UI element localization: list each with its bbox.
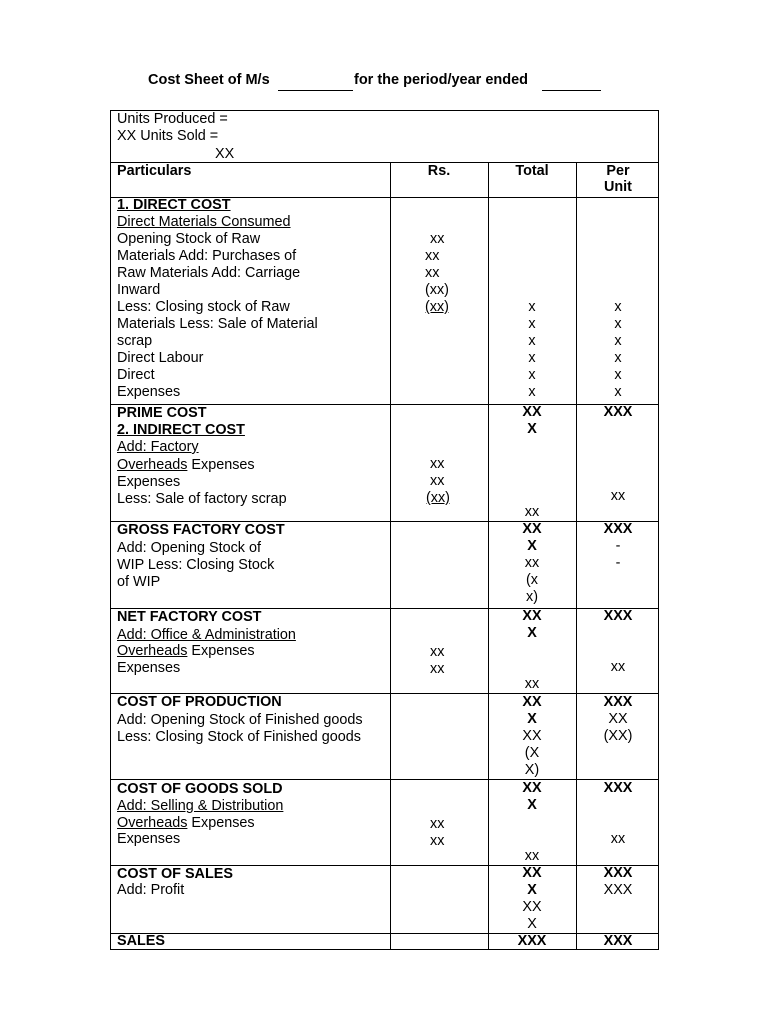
sales-per-unit: XXX bbox=[603, 933, 633, 949]
overheads-rest: Expenses bbox=[187, 457, 255, 473]
total-value: x bbox=[528, 316, 536, 332]
rs-value: xx bbox=[430, 816, 445, 832]
cogs-rs bbox=[430, 816, 444, 850]
factory-scrap-line: Less: Sale of factory scrap bbox=[117, 491, 287, 507]
nfc-total-bottom: xx bbox=[524, 676, 540, 692]
cost-of-production-lines bbox=[117, 712, 363, 746]
direct-cost-line: Opening Stock of Raw bbox=[117, 231, 261, 247]
cogs-per-unit: XXX bbox=[603, 780, 633, 796]
per-unit-value: XXX bbox=[603, 694, 633, 710]
rs-value: xx bbox=[430, 473, 445, 489]
direct-cost-line: Less: Closing stock of Raw bbox=[117, 299, 290, 315]
total-value: X bbox=[527, 882, 537, 898]
cost-of-production-heading: COST OF PRODUCTION bbox=[117, 694, 282, 710]
cost-of-goods-sold-heading: COST OF GOODS SOLD bbox=[117, 781, 283, 797]
office-admin-add-label: Add: Office & Administration bbox=[117, 627, 296, 643]
direct-cost-line: scrap bbox=[117, 333, 153, 349]
direct-cost-line: Direct Labour bbox=[117, 350, 204, 366]
rs-value: xx bbox=[430, 644, 445, 660]
units-produced: Units Produced = bbox=[117, 111, 228, 127]
total-value: X) bbox=[524, 762, 540, 778]
column-per-unit-2: Unit bbox=[604, 179, 632, 195]
total-value: XX bbox=[522, 865, 542, 881]
rs-value: (xx) bbox=[425, 282, 449, 298]
column-rs: Rs. bbox=[427, 163, 451, 179]
per-unit-value: XX bbox=[608, 711, 628, 727]
prime-cost-total-a: XX bbox=[522, 404, 542, 420]
column-per-unit-1: Per bbox=[606, 163, 630, 179]
per-unit-value: x bbox=[614, 299, 622, 315]
per-unit-value: x bbox=[614, 384, 622, 400]
nfc-total-b: X bbox=[527, 625, 537, 641]
total-value: xx bbox=[524, 555, 540, 571]
selling-expenses-line: Expenses bbox=[117, 831, 181, 847]
direct-cost-line: Inward bbox=[117, 282, 161, 298]
prime-cost-heading: PRIME COST bbox=[117, 405, 207, 421]
per-unit-value: (XX) bbox=[603, 728, 633, 744]
cost-sheet-table bbox=[110, 110, 659, 950]
total-value: (x bbox=[526, 572, 538, 588]
prime-cost-total-b: X bbox=[527, 421, 537, 437]
factory-add-label: Add: Factory bbox=[117, 439, 199, 455]
profit-add-label: Add: Profit bbox=[117, 882, 185, 898]
per-unit-value: - bbox=[615, 555, 621, 571]
units-sold-value: XX bbox=[215, 146, 235, 162]
indirect-cost-heading: 2. INDIRECT COST bbox=[117, 422, 245, 438]
cogs-total-b: X bbox=[527, 797, 537, 813]
cop-line: Less: Closing Stock of Finished goods bbox=[117, 729, 361, 745]
rs-value: xx bbox=[425, 248, 440, 264]
cost-of-sales-total bbox=[488, 865, 576, 933]
per-unit-value: x bbox=[614, 367, 622, 383]
total-value: X bbox=[527, 538, 537, 554]
direct-cost-total bbox=[488, 299, 576, 401]
total-value: x bbox=[528, 350, 536, 366]
direct-cost-lines bbox=[117, 231, 318, 401]
total-value: x bbox=[528, 384, 536, 400]
overheads-rest: Expenses bbox=[187, 643, 255, 659]
column-total: Total bbox=[515, 163, 549, 179]
overheads-word: Overheads bbox=[117, 643, 188, 659]
direct-cost-heading: 1. DIRECT COST bbox=[117, 197, 231, 213]
rs-value: xx bbox=[430, 833, 445, 849]
direct-cost-line: Expenses bbox=[117, 384, 181, 400]
gross-factory-cost-lines bbox=[117, 540, 274, 591]
factory-expenses-line: Expenses bbox=[117, 474, 181, 490]
indirect-cost-per-unit-bottom: xx bbox=[610, 488, 626, 504]
total-value: X bbox=[527, 711, 537, 727]
gross-factory-cost-total bbox=[488, 521, 576, 606]
per-unit-value: x bbox=[614, 350, 622, 366]
total-value: XX bbox=[522, 694, 542, 710]
per-unit-value: x bbox=[614, 316, 622, 332]
total-value: x) bbox=[526, 589, 538, 605]
rs-value: (xx) bbox=[425, 299, 449, 315]
cogs-total-bottom: xx bbox=[524, 848, 540, 864]
net-factory-cost-rs bbox=[430, 644, 444, 678]
total-value: (X bbox=[524, 745, 540, 761]
period-end-blank bbox=[542, 90, 601, 91]
rs-value: (xx) bbox=[426, 490, 450, 506]
gfc-line: WIP Less: Closing Stock bbox=[117, 557, 275, 573]
rs-value: xx bbox=[430, 661, 445, 677]
direct-materials-heading: Direct Materials Consumed bbox=[117, 214, 291, 230]
per-unit-value: XXX bbox=[603, 521, 633, 537]
direct-cost-line: Direct bbox=[117, 367, 155, 383]
total-value: XX bbox=[522, 728, 542, 744]
office-expenses-line: Expenses bbox=[117, 660, 181, 676]
sales-total: XXX bbox=[517, 933, 547, 949]
office-overheads-line bbox=[117, 643, 255, 660]
nfc-total-a: XX bbox=[522, 608, 542, 624]
total-value: XX bbox=[522, 521, 542, 537]
indirect-cost-total-bottom: xx bbox=[524, 504, 540, 520]
direct-cost-line: Materials Less: Sale of Material bbox=[117, 316, 318, 332]
factory-overheads-line bbox=[117, 457, 255, 474]
column-particulars: Particulars bbox=[117, 163, 192, 179]
gross-factory-cost-per-unit bbox=[576, 521, 660, 572]
nfc-per-unit-bottom: xx bbox=[610, 659, 626, 675]
gross-factory-cost-heading: GROSS FACTORY COST bbox=[117, 522, 285, 538]
total-value: x bbox=[528, 299, 536, 315]
indirect-cost-rs bbox=[426, 456, 450, 507]
total-value: XX bbox=[522, 899, 542, 915]
cop-line: Add: Opening Stock of Finished goods bbox=[117, 712, 363, 728]
cogs-per-unit-bottom: xx bbox=[610, 831, 626, 847]
overheads-word: Overheads bbox=[117, 457, 188, 473]
cost-of-sales-per-unit bbox=[576, 865, 660, 899]
direct-cost-rs bbox=[425, 231, 449, 316]
overheads-word: Overheads bbox=[117, 815, 188, 831]
direct-cost-line: Materials Add: Purchases of bbox=[117, 248, 297, 264]
cost-of-production-per-unit bbox=[576, 694, 660, 745]
gfc-line: of WIP bbox=[117, 574, 161, 590]
overheads-rest: Expenses bbox=[187, 815, 255, 831]
title-middle: for the period/year ended bbox=[354, 72, 529, 88]
cost-of-production-total bbox=[488, 694, 576, 779]
rs-value: xx bbox=[430, 456, 445, 472]
title-prefix: Cost Sheet of M/s bbox=[148, 72, 270, 88]
net-factory-cost-heading: NET FACTORY COST bbox=[117, 609, 262, 625]
rs-value: xx bbox=[425, 265, 440, 281]
cogs-total-a: XX bbox=[522, 780, 542, 796]
per-unit-value: XXX bbox=[603, 882, 633, 898]
prime-cost-per-unit: XXX bbox=[603, 404, 633, 420]
selling-add-label: Add: Selling & Distribution bbox=[117, 798, 284, 814]
direct-cost-per-unit bbox=[576, 299, 660, 401]
per-unit-value: XXX bbox=[603, 865, 633, 881]
total-value: x bbox=[528, 333, 536, 349]
cost-of-sales-heading: COST OF SALES bbox=[117, 866, 233, 882]
total-value: X bbox=[527, 916, 537, 932]
units-sold: XX Units Sold = bbox=[117, 128, 219, 144]
total-value: x bbox=[528, 367, 536, 383]
selling-overheads-line bbox=[117, 815, 255, 832]
sales-heading: SALES bbox=[117, 933, 165, 949]
rs-value: xx bbox=[430, 231, 445, 247]
nfc-per-unit: XXX bbox=[603, 608, 633, 624]
per-unit-value: - bbox=[615, 538, 621, 554]
gfc-line: Add: Opening Stock of bbox=[117, 540, 261, 556]
column-rule bbox=[390, 162, 391, 950]
per-unit-value: x bbox=[614, 333, 622, 349]
company-name-blank bbox=[278, 90, 353, 91]
direct-cost-line: Raw Materials Add: Carriage bbox=[117, 265, 301, 281]
